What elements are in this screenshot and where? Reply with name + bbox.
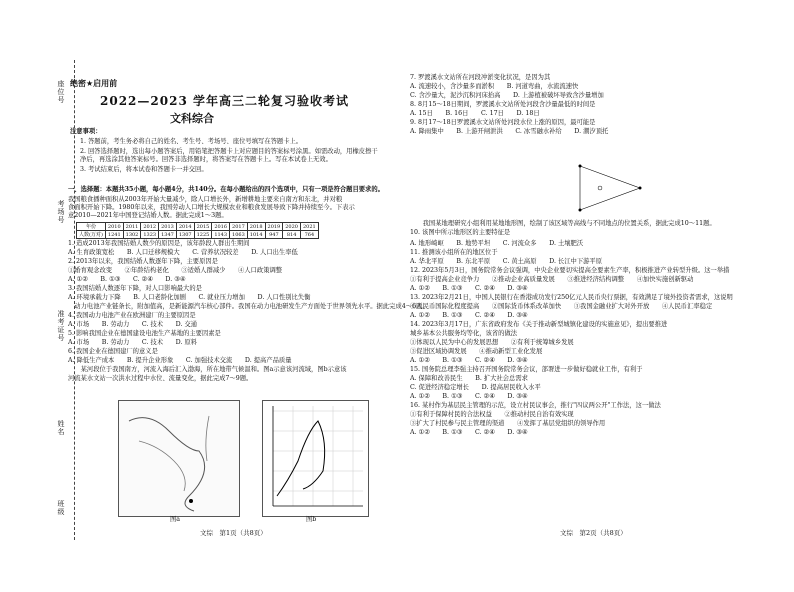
contour-figure	[560, 158, 660, 218]
table-cell: 2012	[141, 223, 159, 231]
question-line: A. 降雨集中 B. 上游开闸泄洪 C. 冰雪融水补给 D. 潮汐顶托	[410, 128, 609, 135]
question-line: A. ①② B. ①③ C. ②④ D. ③④	[410, 429, 528, 436]
exam-title: 2022—2023 学年高三二轮复习验收考试	[100, 94, 349, 108]
question-line: 7. 罗渡溪水文站所在河段冲淤变化状况，是因为其	[410, 74, 551, 81]
question-line: 8. 8月15～18日期间，罗渡溪水文站所处河段含沙量最低的时间是	[410, 101, 596, 108]
question-line: A. ①② B. ①③ C. ②④ D. ③④	[410, 357, 528, 364]
question-line: 1. 造成2013年我国结婚人数少的原因是，该年龄段人群出生期间	[68, 240, 250, 247]
table-cell: 814	[283, 231, 301, 239]
question-line: A. ①② B. ①③ C. ②④ D. ③④	[410, 393, 528, 400]
question-line: A. 生育政策宽松 B. 人口迁移规模大 C. 营养状况较差 D. 人口出生率低	[68, 249, 298, 256]
question-line: A. 15日 B. 16日 C. 17日 D. 18日	[410, 110, 540, 117]
question-line: 12. 2023年5月3日，国务院常务会议强调，中央企业要切实提高全要素生产率，积极推进产业转型升级。这一举措	[410, 267, 730, 274]
figure-b-chart	[262, 400, 369, 517]
question-line: 城乡基本公共服务均等化，该省的做法	[410, 330, 518, 337]
table-cell: 2013	[159, 223, 177, 231]
question-line: A. 地形崎岖 B. 地势平坦 C. 河流众多 D. 土壤肥沃	[410, 240, 584, 247]
question-line: ③促进区域协调发展 ④推动新型工业化发展	[410, 348, 543, 355]
table-cell: 2015	[194, 223, 212, 231]
footer-left: 文综 第1页（共8页）	[200, 529, 267, 537]
question-line: 6. 我国企业在德国建厂的意义是	[68, 348, 158, 355]
note-3: 3. 考试结束后，将本试卷和答题卡一并交回。	[80, 166, 208, 173]
table-cell: 年份	[77, 223, 106, 231]
question-line: A. 华北平原 B. 东北平原 C. 黄土高原 D. 长江中下游平原	[410, 258, 603, 265]
table-cell: 人数(万对)	[77, 231, 106, 239]
table-cell: 2010	[105, 223, 123, 231]
question-line: A. ①② B. ①③ C. ②④ D. ③④	[68, 276, 186, 283]
question-line: 某河段位于我国南方，河流入海后汇入渤海，所在地带气候温和。图a示意该河流域，图b示意该	[68, 366, 347, 373]
table-cell: 764	[300, 231, 318, 239]
notes-heading: 注意事项：	[70, 128, 102, 135]
question-line: 11. 推测该小组所在的地区位于	[410, 249, 498, 256]
intro-2: 食面积开始下降。1980年以来，我国劳动人口增长大规模农业和粮食发展导致下降并持续至今。下表示	[68, 204, 355, 211]
table-cell: 1241	[105, 231, 123, 239]
question-line: A. 环境承载力下降 B. 人口老龄化加剧 C. 就业压力增加 D. 人口性别比失衡	[68, 294, 311, 301]
question-line: A. ①② B. ①③ C. ②④ D. ③④	[410, 312, 528, 319]
table-cell: 1302	[123, 231, 141, 239]
table-cell: 2020	[283, 223, 301, 231]
room-label: 考场号	[57, 200, 65, 224]
table-cell: 2018	[247, 223, 265, 231]
table-cell: 1014	[247, 231, 265, 239]
class-label: 班级	[57, 500, 65, 516]
question-line: 河流某水文站一次洪水过程中水位、流量变化，据此完成7～9题。	[68, 375, 253, 382]
question-line: A. 降低生产成本 B. 提升企业形象 C. 加强技术交流 D. 提高产品质量	[68, 357, 292, 364]
question-line: 我国某地理研究小组利用某地地形图，绘制了该区域等高线与不同地点的位置关系，据此完成10～11题。	[410, 220, 716, 227]
question-line: ①有利于保障村民的合法权益 ②推动村民自治有效实现	[410, 411, 574, 418]
id-label: 准考证号	[57, 310, 65, 342]
question-line: ①有利于提高企业竞争力 ②推动企业高质量发展 ③推进经济结构调整 ④加快实施创新驱动	[410, 276, 694, 283]
table-cell: 2019	[265, 223, 283, 231]
question-line: A. 流速较小，含沙量多而淤积 B. 河道弯曲，水流流速快	[410, 83, 579, 90]
table-cell: 1307	[176, 231, 194, 239]
table-cell: 2014	[176, 223, 194, 231]
table-cell: 1323	[141, 231, 159, 239]
question-line: C. 含沙量大，泥沙沉积河床抬高 D. 上游植被破坏导致含沙量增加	[410, 92, 604, 99]
figure-a-label: 图a	[170, 516, 181, 523]
table-cell: 1225	[194, 231, 212, 239]
question-line: A. 市场 B. 劳动力 C. 技术 D. 交通	[68, 321, 198, 328]
binding-sidebar	[34, 60, 64, 560]
question-line: 动力电池产业链条长，附加值高，是新能源汽车核心部件。我国在动力电池研发生产方面处于世界领先水平。据此完成4～6题。	[68, 303, 429, 310]
figure-a-map	[118, 400, 240, 517]
exam-subject: 文科综合	[170, 112, 214, 125]
table-cell: 1143	[212, 231, 230, 239]
question-line: 10. 该图中所示地形区的主要特征是	[410, 229, 511, 236]
question-line: 4. 我国动力电池产业在欧洲建厂的主要原因是	[68, 312, 196, 319]
table-cell: 1347	[159, 231, 177, 239]
question-line: A. 市场 B. 劳动力 C. 技术 D. 原料	[68, 339, 198, 346]
name-label: 姓名	[57, 420, 65, 436]
question-line: 3. 我国结婚人数逐年下降，对人口影响最大的是	[68, 285, 202, 292]
question-line: 13. 2023年2月21日，中国人民银行在香港成功发行250亿元人民币央行票据，有效满足了境外投资者需求，这说明	[410, 294, 733, 301]
table-cell: 947	[265, 231, 283, 239]
intro-3: 意2010—2021年中国登记结婚人数。据此完成1～3题。	[68, 212, 228, 219]
question-line: 2. 2013年以来，我国结婚人数逐年下降，主要原因是	[68, 258, 218, 265]
question-line: A. 保障和改善民生 B. 扩大社会总需求	[410, 375, 528, 382]
note-2: 2. 回答选择题时，选出每小题答案后，用铅笔把答题卡上对应题目的答案标号涂黑。如需改动，用橡皮擦干净后，再选涂其他答案标号。回答非选择题时，将答案写在答题卡上。写在本试卷上无效。	[80, 148, 378, 163]
question-line: ①体现以人民为中心的发展思想 ②有利于统筹城乡发展	[410, 339, 574, 346]
question-line: 14. 2023年3月17日，广东省政府发布《关于推动新型城镇化建设的实施意见》，提出要推进	[410, 321, 668, 328]
intro-1: 我国粮食播种面积从2003年开始大量减少，除人口增长外，新增耕地主要来自南方和东北，并对粮	[68, 196, 343, 203]
question-line: 9. 8月17～18日罗渡溪水文站所处河段水位上涨的原因，最可能是	[410, 119, 596, 126]
table-cell: 1063	[230, 231, 248, 239]
footer-right: 文综 第2页（共8页）	[560, 529, 627, 537]
question-line: C. 促进经济稳定增长 D. 提高居民收入水平	[410, 384, 541, 391]
table-cell: 2017	[230, 223, 248, 231]
question-line: A. ①② B. ①③ C. ②④ D. ③④	[410, 285, 528, 292]
question-line: ①婚育观念改变 ②年龄结构老化 ③适婚人群减少 ④人口政策调整	[68, 267, 283, 274]
question-line: 15. 国务院总理李强主持召开国务院常务会议，部署进一步做好稳就业工作，有利于	[410, 366, 643, 373]
question-line: 16. 某村作为基层民主管理的示范，设立村民议事会，推行"四议两公开"工作法，这一做法	[410, 402, 661, 409]
figure-b-label: 图b	[306, 516, 317, 523]
secret-mark: 绝密★启用前	[70, 79, 118, 88]
seat-label: 座位号	[57, 80, 65, 104]
question-line: 5. 影响我国企业在德国建设电池生产基地的主要因素是	[68, 330, 221, 337]
table-cell: 2021	[300, 223, 318, 231]
section-heading: 一、选择题：本题共35小题，每小题4分，共140分。在每小题给出的四个选项中，只有一项是符合题目要求的。	[68, 186, 384, 193]
table-cell: 2016	[212, 223, 230, 231]
marriage-table	[76, 222, 319, 239]
note-1: 1. 答题前，考生务必将自己的姓名、考生号、考场号、座位号填写在答题卡上。	[80, 138, 303, 145]
question-line: ①人民币国际化程度提高 ②国际货币体系改革加快 ③我国金融业扩大对外开放 ④人民币汇率稳定	[410, 303, 713, 310]
table-cell: 2011	[123, 223, 141, 231]
question-line: ③扩大了村民参与民主管理的渠道 ④发挥了基层党组织的领导作用	[410, 420, 606, 427]
